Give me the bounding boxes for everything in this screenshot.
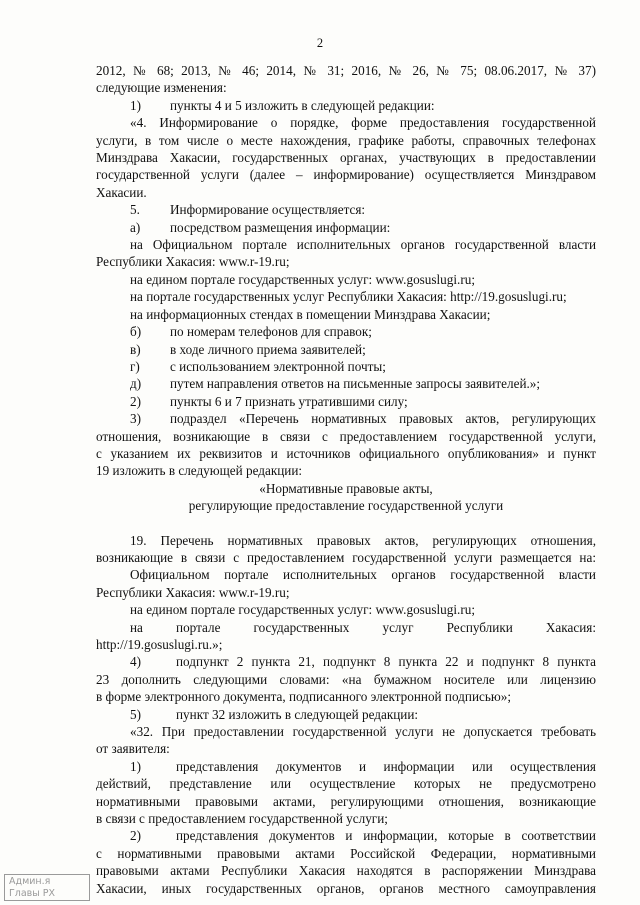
list-marker: 2) <box>130 393 141 409</box>
text-line: 19. Перечень нормативных правовых актов, регулирующих отношения, <box>130 532 596 548</box>
list-marker: б) <box>130 324 142 340</box>
list-item <box>96 358 596 375</box>
text-line: на портале государственных услуг Республики Хакасия: http://19.gosuslugi.ru; <box>130 289 567 305</box>
text-line: 2012, № 68; 2013, № 46; 2014, № 31; 2016, № 26, № 75; 08.06.2017, № 37) <box>96 63 596 78</box>
list-marker: 3) <box>130 411 141 427</box>
text-line: 23 дополнить следующими словами: «на бумажном носителе или лицензию <box>96 671 596 687</box>
list-marker: 5) <box>130 706 141 722</box>
text-line: отношения, возникающие в связи с предоставлением государственной услуги, <box>96 428 596 444</box>
section-heading: регулирующие предоставление государственной услуги <box>188 498 504 514</box>
list-item <box>96 410 596 427</box>
text-line: на едином портале государственных услуг: www.gosuslugi.ru; <box>130 271 475 287</box>
text-line: 19 изложить в следующей редакции: <box>96 463 303 479</box>
list-marker: а) <box>130 219 141 235</box>
text-line: Хакасии. <box>96 184 147 200</box>
text-line: Минздрава Хакасии, государственных органах, участвующих в предоставлении <box>96 150 596 166</box>
document-body <box>96 62 596 897</box>
text-line: нормативными правовыми актами, регулирующими отношения, возникающие <box>96 793 596 809</box>
text-line: «32. При предоставлении государственной услуги не допускается требовать <box>130 724 596 740</box>
text-line: «4. Информирование о порядке, форме предоставления государственной <box>130 115 596 131</box>
list-item-text: пункт 32 изложить в следующей редакции: <box>176 706 419 722</box>
registration-stamp <box>4 874 90 901</box>
list-item <box>96 758 596 775</box>
list-item <box>96 827 596 844</box>
text-line: услуги, в том числе о месте нахождения, графике работы, справочных телефонах <box>96 132 596 148</box>
text-line: следующие изменения: <box>96 80 227 96</box>
list-item <box>96 323 596 340</box>
list-marker: 1) <box>130 758 141 774</box>
list-item <box>96 375 596 392</box>
list-marker: д) <box>130 376 142 392</box>
list-marker: 4) <box>130 654 141 670</box>
text-line: в связи с предоставлением государственной услуги; <box>96 811 388 827</box>
text-line: государственной услуги (далее – информирование) осуществляется Минздравом <box>96 167 596 183</box>
list-item-text: пункты 4 и 5 изложить в следующей редакции: <box>170 97 435 113</box>
stamp-line: Админ.я <box>9 876 51 887</box>
text-line: Хакасии, иных государственных органов, органов местного самоуправления <box>96 880 596 896</box>
text-line: действий, представление или осуществление которых не предусмотрено <box>96 776 596 792</box>
text-line: правовыми актами Республики Хакасия находятся в распоряжении Минздрава <box>96 863 596 879</box>
list-marker: в) <box>130 341 141 357</box>
text-line: http://19.gosuslugi.ru.»; <box>96 637 223 652</box>
list-item-text: представления документов и информации или осуществления <box>176 758 596 774</box>
list-marker: 2) <box>130 828 141 844</box>
text-line: возникающие в связи с предоставлением государственной услуги размещается на: <box>96 549 596 565</box>
list-marker: г) <box>130 358 140 374</box>
text-line: на информационных стендах в помещении Минздрава Хакасии; <box>130 306 491 322</box>
text-line: на едином портале государственных услуг: www.gosuslugi.ru; <box>130 602 475 618</box>
section-heading: «Нормативные правовые акты, <box>259 480 433 496</box>
list-item <box>96 706 596 723</box>
text-line: от заявителя: <box>96 741 170 757</box>
list-marker: 5. <box>130 202 140 218</box>
list-item <box>96 219 596 236</box>
list-item <box>96 97 596 114</box>
list-marker: 1) <box>130 97 141 113</box>
text-line: Официальном портале исполнительных органов государственной власти <box>130 567 596 583</box>
list-item-text: представления документов и информации, которые в соответствии <box>176 828 596 844</box>
text-line: с нормативными правовыми актами Российской Федерации, нормативными <box>96 845 596 861</box>
text-line: на Официальном портале исполнительных органов государственной власти <box>130 237 596 253</box>
list-item-text: подраздел «Перечень нормативных правовых актов, регулирующих <box>170 411 596 427</box>
list-item <box>96 341 596 358</box>
list-item <box>96 201 596 218</box>
list-item-text: посредством размещения информации: <box>170 219 391 235</box>
list-item-text: Информирование осуществляется: <box>170 202 366 218</box>
blank-line <box>96 515 596 532</box>
list-item <box>96 393 596 410</box>
text-line: с указанием их реквизитов и источников официального опубликования» и пункт <box>96 445 596 461</box>
list-item-text: в ходе личного приема заявителей; <box>170 341 366 357</box>
text-line: Республики Хакасия: www.r-19.ru; <box>96 254 290 270</box>
list-item-text: пункты 6 и 7 признать утратившими силу; <box>170 393 408 409</box>
list-item-text: по номерам телефонов для справок; <box>170 324 372 340</box>
list-item-text: подпункт 2 пункта 21, подпункт 8 пункта 22 и подпункт 8 пункта <box>176 654 596 670</box>
text-line: Республики Хакасия: www.r-19.ru; <box>96 584 290 600</box>
text-line: на портале государственных услуг Республики Хакасия: <box>130 619 596 635</box>
list-item-text: с использованием электронной почты; <box>170 358 386 374</box>
text-line: в форме электронного документа, подписанного электронной подписью»; <box>96 689 511 705</box>
list-item <box>96 653 596 670</box>
list-item-text: путем направления ответов на письменные запросы заявителей.»; <box>170 376 541 392</box>
page-number: 2 <box>316 36 324 50</box>
stamp-line: Главы РХ <box>9 888 56 899</box>
